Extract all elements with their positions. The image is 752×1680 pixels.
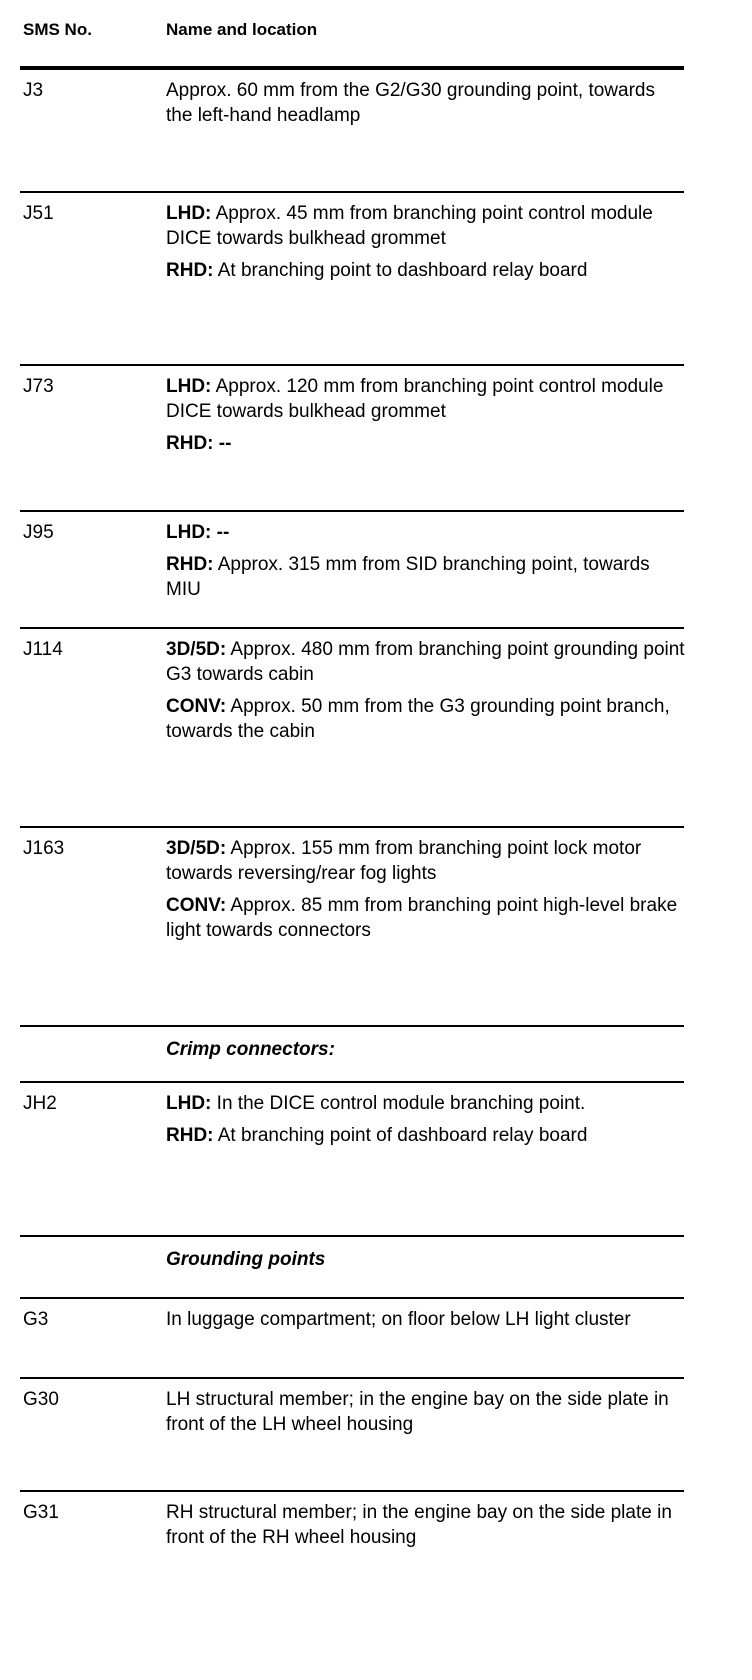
variant-prefix: RHD: — [166, 554, 214, 575]
name-and-location — [166, 1091, 686, 1148]
sms-number: G30 — [23, 1389, 59, 1410]
location-paragraph — [166, 694, 686, 744]
location-text: At branching point of dashboard relay board — [217, 1125, 588, 1146]
location-paragraph — [166, 1387, 686, 1437]
location-text: Approx. 50 mm from the G3 grounding point branch, towards the cabin — [166, 696, 670, 742]
name-and-location — [166, 637, 686, 744]
row-divider — [20, 1377, 684, 1379]
location-paragraph — [166, 1500, 686, 1550]
sms-number: J114 — [23, 639, 63, 660]
location-paragraph — [166, 520, 686, 545]
location-text: Approx. 85 mm from branching point high-level brake light towards connectors — [166, 895, 678, 941]
location-text: Approx. 155 mm from branching point lock motor towards reversing/rear fog lights — [166, 838, 642, 884]
location-text: Approx. 60 mm from the G2/G30 grounding point, towards the left-hand headlamp — [166, 80, 655, 126]
location-paragraph — [166, 552, 686, 602]
location-paragraph — [166, 258, 686, 283]
name-and-location — [166, 836, 686, 943]
location-paragraph — [166, 1123, 686, 1148]
sms-number: J95 — [23, 522, 54, 543]
variant-prefix: LHD: — [166, 203, 212, 224]
sms-number: G3 — [23, 1309, 49, 1330]
row-divider — [20, 1490, 684, 1492]
name-and-location — [166, 1387, 686, 1437]
location-text: At branching point to dashboard relay board — [217, 260, 588, 281]
sms-number: J163 — [23, 838, 65, 859]
row-divider — [20, 1081, 684, 1083]
sms-number: J73 — [23, 376, 54, 397]
section-heading-grounding-points: Grounding points — [166, 1249, 326, 1270]
table-header — [20, 20, 684, 50]
location-text: Approx. 315 mm from SID branching point, towards MIU — [166, 554, 650, 600]
row-divider — [20, 627, 684, 629]
location-paragraph — [166, 78, 686, 128]
name-and-location — [166, 374, 686, 456]
variant-prefix: CONV: — [166, 696, 227, 717]
location-paragraph — [166, 374, 686, 424]
location-paragraph — [166, 1091, 686, 1116]
location-text: Approx. 120 mm from branching point control module DICE towards bulkhead grommet — [166, 376, 664, 422]
location-text: In the DICE control module branching point. — [216, 1093, 586, 1114]
name-and-location — [166, 1307, 686, 1332]
variant-prefix: 3D/5D: — [166, 639, 227, 660]
name-and-location — [166, 520, 686, 602]
name-and-location — [166, 201, 686, 283]
row-divider — [20, 364, 684, 366]
location-text: LH structural member; in the engine bay on the side plate in front of the LH wheel housing — [166, 1389, 669, 1435]
name-and-location — [166, 78, 686, 128]
location-text: RH structural member; in the engine bay on the side plate in front of the RH wheel housing — [166, 1502, 672, 1548]
row-divider — [20, 510, 684, 512]
sms-number: J51 — [23, 203, 54, 224]
location-text: -- — [216, 522, 230, 543]
location-paragraph — [166, 431, 686, 456]
location-paragraph — [166, 893, 686, 943]
row-divider — [20, 1025, 684, 1027]
location-text: In luggage compartment; on floor below LH light cluster — [166, 1309, 631, 1330]
sms-number: G31 — [23, 1502, 59, 1523]
sms-number: J3 — [23, 80, 44, 101]
variant-prefix: LHD: — [166, 1093, 212, 1114]
section-heading-crimp-connectors: Crimp connectors: — [166, 1039, 335, 1060]
location-text: Approx. 480 mm from branching point grounding point G3 towards cabin — [166, 639, 685, 685]
location-paragraph — [166, 637, 686, 687]
name-and-location — [166, 1500, 686, 1550]
variant-prefix: CONV: — [166, 895, 227, 916]
row-divider — [20, 826, 684, 828]
variant-prefix: LHD: — [166, 376, 212, 397]
variant-prefix: 3D/5D: — [166, 838, 227, 859]
row-divider — [20, 1235, 684, 1237]
row-divider — [20, 1297, 684, 1299]
row-divider — [20, 191, 684, 193]
variant-prefix: RHD: — [166, 1125, 214, 1146]
location-paragraph — [166, 836, 686, 886]
column-header-name-and-location: Name and location — [166, 20, 318, 39]
variant-prefix: LHD: — [166, 522, 212, 543]
location-paragraph — [166, 1307, 686, 1332]
location-text: -- — [218, 433, 232, 454]
location-paragraph — [166, 201, 686, 251]
header-rule — [20, 66, 684, 70]
variant-prefix: RHD: — [166, 433, 214, 454]
column-header-sms-no: SMS No. — [23, 20, 92, 39]
variant-prefix: RHD: — [166, 260, 214, 281]
sms-number: JH2 — [23, 1093, 57, 1114]
location-text: Approx. 45 mm from branching point control module DICE towards bulkhead grommet — [166, 203, 653, 249]
